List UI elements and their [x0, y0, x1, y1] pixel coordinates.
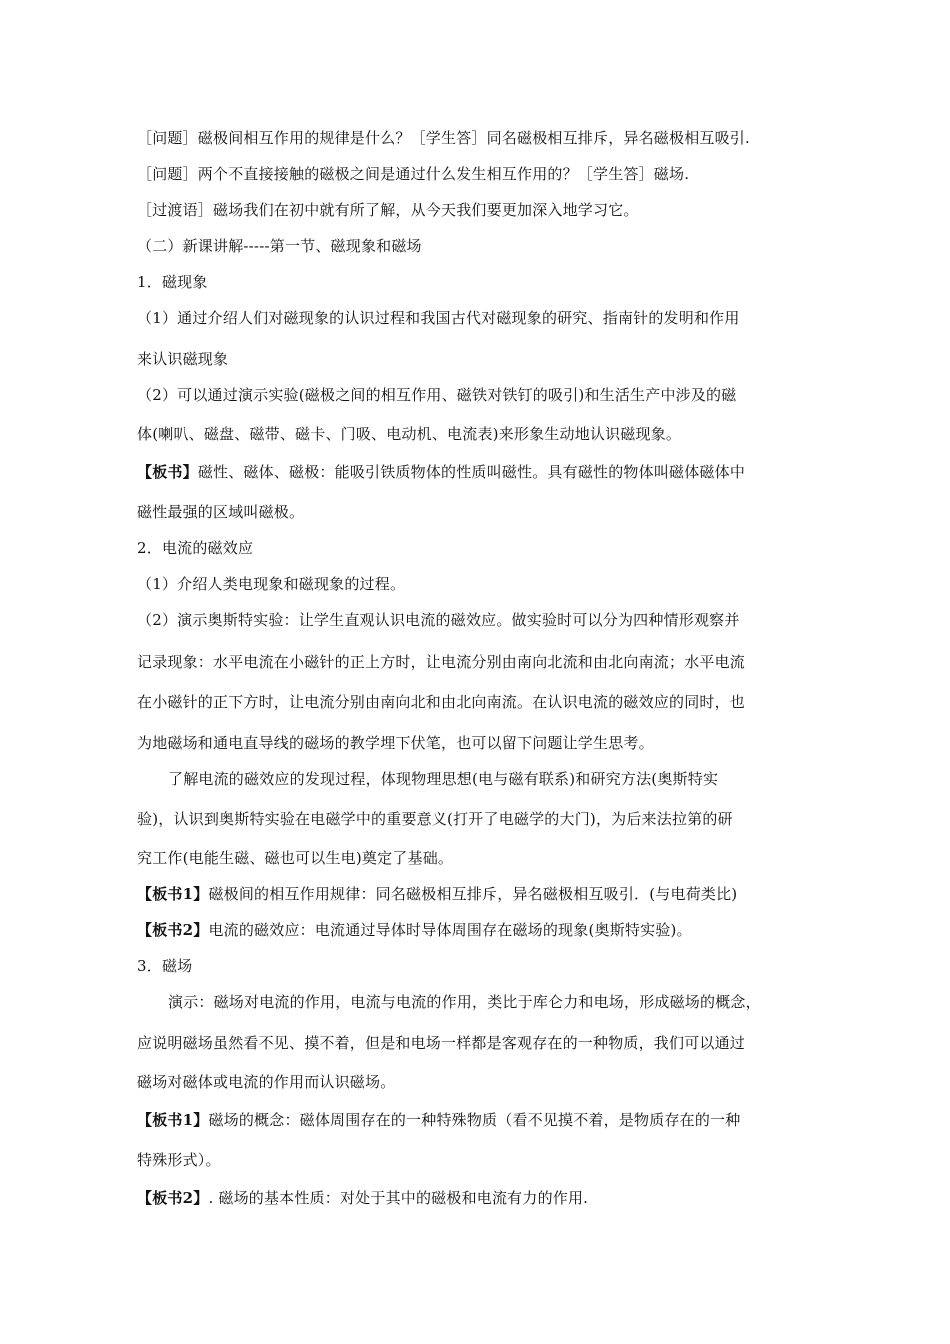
- paragraph-item-1-line-2: 来认识磁现象: [137, 350, 229, 368]
- board-note-text: 磁极间的相互作用规律：同名磁极相互排斥，异名磁极相互吸引．(与电荷类比): [208, 885, 738, 903]
- board-tag: 【板书】: [137, 463, 198, 481]
- board-tag-2: 【板书2】: [137, 1189, 209, 1207]
- paragraph-demo-line-2: 应说明磁场虽然看不见、摸不着，但是和电场一样都是客观存在的一种物质，我们可以通过: [137, 1034, 746, 1052]
- paragraph-oersted-line-2: 记录现象：水平电流在小磁针的正上方时，让电流分别由南向北流和由北向南流；水平电流: [137, 653, 746, 671]
- board-note-magnetism-cont: 磁性最强的区域叫磁极。: [137, 503, 305, 521]
- paragraph-discovery-line-2: 验)，认识到奥斯特实验在电磁学中的重要意义(打开了电磁学的大门)，为后来法拉第的研: [137, 810, 733, 828]
- paragraph-item-1-line-1: （1）通过介绍人们对磁现象的认识过程和我国古代对磁现象的研究、指南针的发明和作用: [137, 309, 740, 327]
- board-tag-1: 【板书1】: [137, 1111, 209, 1129]
- board-note-text: 磁场的概念：磁体周围存在的一种特殊物质（看不见摸不着，是物质存在的一种: [208, 1111, 741, 1129]
- paragraph-transition: ［过渡语］磁场我们在初中就有所了解，从今天我们要更加深入地学习它。: [137, 201, 639, 219]
- paragraph-demo-line-3: 磁场对磁体或电流的作用而认识磁场。: [137, 1073, 396, 1091]
- subheading-magnetic-phenomena: 1．磁现象: [137, 273, 208, 291]
- board-note-1-interaction: [137, 884, 817, 904]
- board-tag-2: 【板书2】: [137, 921, 209, 939]
- paragraph-item-2-line-2: 体(喇叭、磁盘、磁带、磁卡、门吸、电动机、电流表)来形象生动地认识磁现象。: [137, 425, 682, 443]
- board-note-text: 电流的磁效应：电流通过导体时导体周围存在磁场的现象(奥斯特实验)。: [208, 921, 692, 939]
- paragraph-oersted-line-4: 为地磁场和通电直导线的磁场的教学埋下伏笔，也可以留下问题让学生思考。: [137, 734, 654, 752]
- paragraph-discovery-line-3: 究工作(电能生磁、磁也可以生电)奠定了基础。: [137, 849, 454, 867]
- board-note-1-field-concept: [137, 1110, 817, 1130]
- paragraph-demo-line-1: 演示：磁场对电流的作用，电流与电流的作用，类比于库仑力和电场，形成磁场的概念，: [168, 993, 761, 1011]
- board-note-text: 磁性、磁体、磁极：能吸引铁质物体的性质叫磁性。具有磁性的物体叫磁体磁体中: [197, 463, 746, 481]
- paragraph-question-2: ［问题］两个不直接接触的磁极之间是通过什么发生相互作用的？［学生答］磁场.: [137, 165, 690, 183]
- board-tag-1: 【板书1】: [137, 885, 209, 903]
- board-note-magnetism: [137, 462, 817, 482]
- paragraph-item-2-line-1: （2）可以通过演示实验(磁极之间的相互作用、磁铁对铁钉的吸引)和生活生产中涉及的磁: [137, 386, 737, 404]
- section-heading-new-lesson: （二）新课讲解-----第一节、磁现象和磁场: [137, 237, 422, 255]
- paragraph-discovery-line-1: 了解电流的磁效应的发现过程，体现物理思想(电与磁有联系)和研究方法(奥斯特实: [168, 770, 719, 788]
- board-note-2-effect: [137, 920, 817, 940]
- board-note-2-field-property: [137, 1188, 817, 1208]
- paragraph-intro-history: （1）介绍人类电现象和磁现象的过程。: [137, 575, 406, 593]
- paragraph-question-1: ［问题］磁极间相互作用的规律是什么？［学生答］同名磁极相互排斥，异名磁极相互吸引.: [137, 129, 750, 147]
- subheading-magnetic-field: 3．磁场: [137, 957, 193, 975]
- paragraph-oersted-line-1: （2）演示奥斯特实验：让学生直观认识电流的磁效应。做实验时可以分为四种情形观察并: [137, 611, 740, 629]
- board-note-text: . 磁场的基本性质：对处于其中的磁极和电流有力的作用.: [208, 1189, 589, 1207]
- subheading-magnetic-effect-of-current: 2．电流的磁效应: [137, 539, 254, 557]
- board-note-1-field-concept-cont: 特殊形式）。: [137, 1151, 221, 1169]
- paragraph-oersted-line-3: 在小磁针的正下方时，让电流分别由南向北和由北向南流。在认识电流的磁效应的同时，也: [137, 693, 746, 711]
